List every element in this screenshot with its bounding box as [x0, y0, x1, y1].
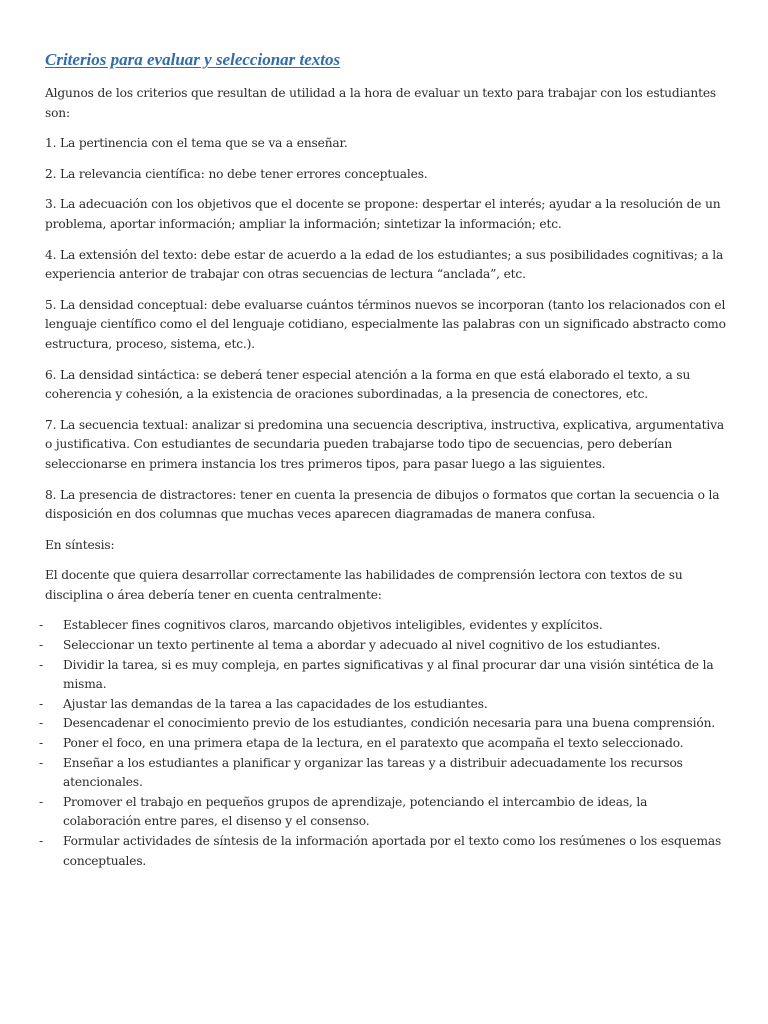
bullet-marker: -	[39, 736, 43, 751]
recommendation-item	[39, 754, 728, 793]
bullet-marker: -	[39, 638, 43, 653]
recommendation-item	[39, 656, 728, 695]
criteria-list	[45, 134, 728, 525]
recommendation-text: Ajustar las demandas de la tarea a las capacidades de los estudiantes.	[63, 696, 488, 711]
recommendation-text: Promover el trabajo en pequeños grupos de aprendizaje, potenciando el intercambio de ideas, la colaboración entre pares, el disenso y el consenso.	[63, 794, 648, 829]
criterion-item: 5. La densidad conceptual: debe evaluarse cuántos términos nuevos se incorporan (tanto los relacionados con el lenguaje científico como el del lenguaje cotidiano, especialmente las palabras con un significado abstracto como estructura, proceso, sistema, etc.).	[45, 297, 726, 351]
recommendation-text: Formular actividades de síntesis de la información aportada por el texto como los resúmenes o los esquemas conceptuales.	[63, 834, 722, 868]
recommendation-text: Poner el foco, en una primera etapa de la lectura, en el paratexto que acompaña el texto seleccionado.	[63, 736, 684, 751]
recommendation-item	[39, 636, 728, 656]
synthesis-intro: El docente que quiera desarrollar correctamente las habilidades de comprensión lectora con textos de su disciplina o área debería tener en cuenta centralmente:	[45, 568, 683, 602]
recommendation-text: Seleccionar un texto pertinente al tema a abordar y adecuado al nivel cognitivo de los estudiantes.	[63, 638, 661, 653]
criterion-item: 3. La adecuación con los objetivos que el docente se propone: despertar el interés; ayudar a la resolución de un problema, aportar información; ampliar la información; sintetizar la información; etc.	[45, 197, 721, 231]
recommendations-list	[39, 616, 728, 871]
bullet-marker: -	[39, 834, 43, 848]
recommendation-item	[39, 616, 728, 636]
recommendation-text: Desencadenar el conocimiento previo de los estudiantes, condición necesaria para una buena comprensión.	[63, 716, 716, 731]
synthesis-label: En síntesis:	[45, 537, 115, 552]
intro-paragraph: Algunos de los criterios que resultan de utilidad a la hora de evaluar un texto para trabajar con los estudiantes son:	[45, 86, 716, 120]
recommendation-text: Enseñar a los estudiantes a planificar y organizar las tareas y a distribuir adecuadamente los recursos atencionales.	[63, 755, 683, 790]
bullet-marker: -	[39, 755, 43, 770]
criterion-item: 7. La secuencia textual: analizar si predomina una secuencia descriptiva, instructiva, explicativa, argumentativa o justificativa. Con estudiantes de secundaria pueden trabajarse todo tipo de secuencias, pero deberían seleccionarse en primera instancia los tres primeros tipos, para pasar luego a las siguientes.	[45, 417, 724, 471]
criterion-item: 6. La densidad sintáctica: se deberá tener especial atención a la forma en que está elaborado el texto, a su coherencia y cohesión, a la existencia de oraciones subordinadas, a la presencia de conectores, etc.	[45, 367, 691, 402]
recommendation-item	[39, 793, 728, 832]
recommendation-item	[39, 734, 728, 754]
bullet-marker: -	[39, 657, 43, 672]
recommendation-text: Dividir la tarea, si es muy compleja, en partes significativas y al final procurar dar una visión sintética de la misma.	[63, 657, 714, 692]
criterion-item: 8. La presencia de distractores: tener en cuenta la presencia de dibujos o formatos que cortan la secuencia o la disposición en dos columnas que muchas veces aparecen diagramadas de manera confusa.	[45, 487, 720, 522]
recommendation-text: Establecer fines cognitivos claros, marcando objetivos inteligibles, evidentes y explícitos.	[63, 618, 603, 633]
criterion-item: 4. La extensión del texto: debe estar de acuerdo a la edad de los estudiantes; a sus posibilidades cognitivas; a la experiencia anterior de trabajar con otras secuencias de lectura “anclada”, etc.	[45, 247, 724, 282]
criterion-item: 1. La pertinencia con el tema que se va a enseñar.	[45, 136, 348, 151]
criterion-item: 2. La relevancia científica: no debe tener errores conceptuales.	[45, 166, 428, 181]
recommendation-item	[39, 695, 728, 715]
bullet-marker: -	[39, 696, 43, 711]
bullet-marker: -	[39, 618, 43, 633]
bullet-marker: -	[39, 794, 43, 809]
recommendation-item	[39, 832, 728, 871]
document-title: Criterios para evaluar y seleccionar textos	[45, 50, 341, 69]
bullet-marker: -	[39, 716, 43, 731]
recommendation-item	[39, 714, 728, 734]
